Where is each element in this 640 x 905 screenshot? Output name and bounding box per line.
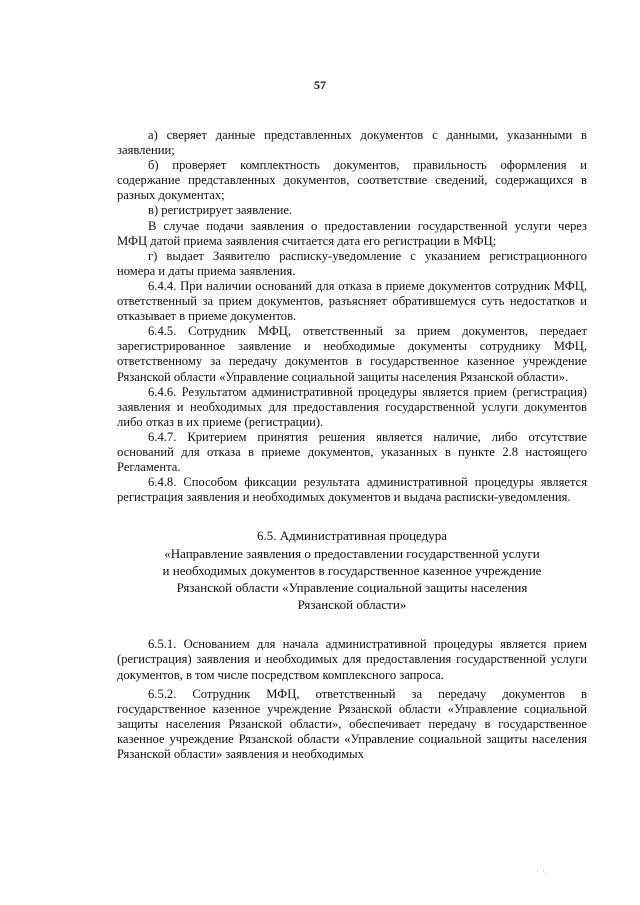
section-title-line: Рязанской области «Управление социальной защиты населения [176,579,528,595]
paragraph-v: в) регистрирует заявление. [148,203,293,218]
paragraph-b: б) проверяет комплектность документов, правильность оформления и содержание представленных документов, соответствие сведений, содержащихся в разных документах; [117,158,587,203]
paragraph-6-4-5: 6.4.5. Сотрудник МФЦ, ответственный за прием документов, передает зарегистрированное заявление и необходимые документы сотруднику МФЦ, ответственному за передачу документов в государственное казенное учреждение Рязанской области «Управление социальной защиты населения Рязанской области». [117,324,587,384]
page-number: 57 [314,78,326,92]
paragraph-mfc-date: В случае подачи заявления о предоставлении государственной услуги через МФЦ датой приема заявления считается дата его регистрации в МФЦ; [117,218,587,248]
paragraph-6-4-7: 6.4.7. Критерием принятия решения является наличие, либо отсутствие оснований для отказа в приеме документов, указанных в пункте 2.8 настоящего Регламента. [117,429,587,475]
paragraph-g: г) выдает Заявителю расписку-уведомление с указанием регистрационного номера и даты приема заявления. [117,248,587,278]
paragraph-6-5-2: 6.5.2. Сотрудник МФЦ, ответственный за передачу документов в государственное казенное учреждение Рязанской области «Управление социальной защиты населения Рязанской области», обеспечивает передачу в государственное казенное учреждение Рязанской области «Управление социальной защиты населения Рязанской области» заявления и необходимых [117,686,587,762]
scan-speck-decoration: ·˙·. [536,866,548,876]
paragraph-6-4-8: 6.4.8. Способом фиксации результата административной процедуры является регистрация заявления и необходимых документов и выдача расписки-уведомления. [117,475,587,505]
section-title-line: и необходимых документов в государственное казенное учреждение [162,562,542,578]
section-title-line: Рязанской области» [297,597,407,613]
section-title-line: «Направление заявления о предоставлении государственной услуги [164,545,540,561]
paragraph-6-4-4: 6.4.4. При наличии оснований для отказа в приеме документов сотрудник МФЦ, ответственный за прием документов, разъясняет обратившемуся суть недостатков и отказывает в приеме документов. [117,278,587,324]
paragraph-a: а) сверяет данные представленных документов с данными, указанными в заявлении; [117,128,587,158]
paragraph-6-5-1: 6.5.1. Основанием для начала административной процедуры является прием (регистрация) заявления и необходимых для предоставления государственной услуги документов, в том числе посредством комплексного запроса. [117,637,587,682]
paragraph-6-4-6: 6.4.6. Результатом административной процедуры является прием (регистрация) заявления и необходимых для предоставления государственной услуги документов либо отказ в их приеме (регистрации). [117,384,587,429]
section-title [117,527,587,613]
section-title-line: 6.5. Административная процедура [256,528,448,544]
document-body [117,128,587,762]
